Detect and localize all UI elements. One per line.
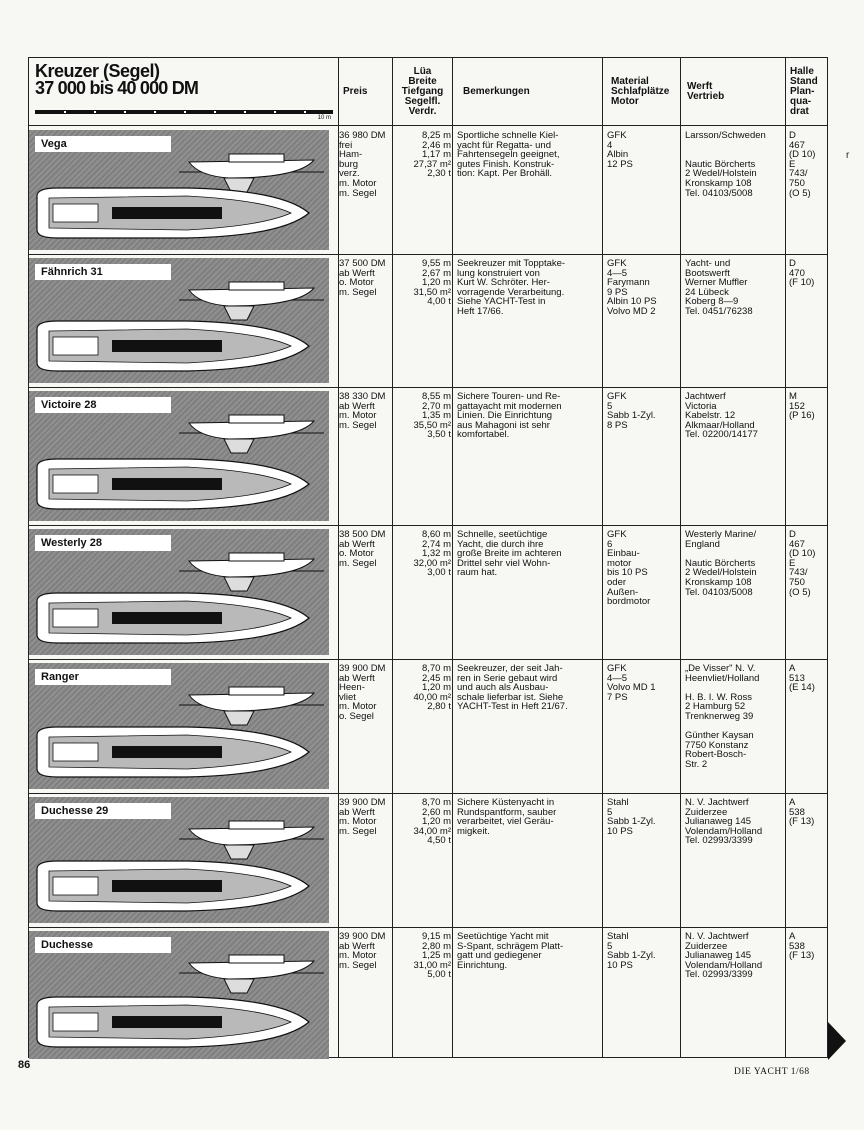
- row-divider: [29, 659, 827, 660]
- boat-illustration: [29, 529, 329, 655]
- boat-side-view: [179, 282, 324, 320]
- boat-row: [29, 927, 827, 1058]
- boat-drawing: [29, 529, 329, 655]
- boat-side-view: [179, 821, 324, 859]
- boat-name: Westerly 28: [35, 535, 171, 551]
- boat-row: [29, 659, 827, 793]
- column-header-material-label: Material Schlafplätze Motor: [611, 75, 670, 107]
- column-header-price: [339, 58, 393, 125]
- column-header-material: [603, 58, 681, 125]
- scale-bar: [35, 110, 333, 121]
- material-cell: Stahl 5 Sabb 1-Zyl. 10 PS: [607, 797, 656, 837]
- remarks-cell: Seekreuzer mit Topptake- lung konstruiert von Kurt W. Schröter. Her- vorragende Verarbeitung. Siehe YACHT-Test in Heft 17/66.: [457, 258, 566, 317]
- material-cell: GFK 4—5 Farymann 9 PS Albin 10 PS Volvo MD 2: [607, 258, 657, 317]
- boat-side-view: [179, 687, 324, 725]
- boat-deck-plan: [37, 188, 309, 238]
- boat-drawing: [29, 391, 329, 521]
- boat-deck-plan: [37, 997, 309, 1047]
- remarks-cell: Sichere Küstenyacht in Rundspantform, sauber verarbeitet, viel Geräu- migkeit.: [457, 797, 557, 837]
- scale-bar-graphic: [35, 110, 333, 114]
- price-range-title: 37 000 bis 40 000 DM: [35, 78, 199, 98]
- table-title: Kreuzer (Segel): [35, 61, 160, 81]
- boat-name: Ranger: [35, 669, 171, 685]
- material-cell: GFK 6 Einbau- motor bis 10 PS oder Außen- bordmotor: [607, 529, 651, 608]
- boat-illustration: [29, 391, 329, 521]
- remarks-cell: Sportliche schnelle Kiel- yacht für Regatta- und Fahrtensegeln geeignet, gutes Finish. Konstruk- tion: Kapt. Per Brohäll.: [457, 130, 560, 180]
- boat-drawing: [29, 130, 329, 250]
- price-cell: 37 500 DM ab Werft o. Motor m. Segel: [339, 258, 386, 298]
- price-cell: 38 330 DM ab Werft m. Motor m. Segel: [339, 391, 386, 431]
- boat-illustration: [29, 797, 329, 923]
- boat-deck-plan: [37, 861, 309, 911]
- boat-name: Victoire 28: [35, 397, 171, 413]
- hall-cell: A 538 (F 13): [789, 931, 815, 962]
- material-cell: GFK 4 Albin 12 PS: [607, 130, 633, 170]
- boat-name: Fähnrich 31: [35, 264, 171, 280]
- column-header-remarks: [453, 58, 603, 125]
- column-header-yard-label: Werft Vertrieb: [687, 80, 725, 102]
- boat-illustration: [29, 130, 329, 250]
- margin-mark: r: [846, 150, 850, 161]
- boat-name: Duchesse 29: [35, 803, 171, 819]
- remarks-cell: Sichere Touren- und Re- gattayacht mit modernen Linien. Die Einrichtung aus Mahagoni ist sehr komfortabel.: [457, 391, 562, 441]
- boat-side-view: [179, 955, 324, 993]
- column-header-hall: [786, 58, 827, 125]
- hall-cell: D 467 (D 10) E 743/ 750 (O 5): [789, 529, 816, 598]
- yard-cell: Jachtwerf Victoria Kabelstr. 12 Alkmaar/Holland Tel. 02200/14177: [685, 391, 758, 441]
- boat-row: [29, 126, 827, 254]
- material-cell: GFK 4—5 Volvo MD 1 7 PS: [607, 663, 656, 703]
- row-divider: [29, 525, 827, 526]
- price-cell: 36 980 DM frei Ham- burg verz. m. Motor m. Segel: [339, 130, 386, 199]
- hall-cell: M 152 (P 16): [789, 391, 815, 422]
- boat-side-view: [179, 154, 324, 192]
- remarks-cell: Seetüchtige Yacht mit S-Spant, schrägem Platt- gatt und gediegener Einrichtung.: [457, 931, 564, 971]
- yard-cell: N. V. Jachtwerf Zuiderzee Julianaweg 145 Volendam/Holland Tel. 02993/3399: [685, 931, 763, 981]
- boat-deck-plan: [37, 727, 309, 777]
- column-header-dimensions: [393, 58, 453, 125]
- boat-deck-plan: [37, 321, 309, 371]
- row-divider: [29, 793, 827, 794]
- material-cell: GFK 5 Sabb 1-Zyl. 8 PS: [607, 391, 656, 431]
- row-divider: [29, 387, 827, 388]
- dimensions-cell: 9,15 m 2,80 m 1,25 m 31,00 m² 5,00 t: [413, 931, 451, 981]
- row-divider: [29, 927, 827, 928]
- yard-cell: Larsson/Schweden Nautic Börcherts 2 Wedel/Holstein Kronskamp 108 Tel. 04103/5008: [685, 130, 766, 199]
- price-cell: 39 900 DM ab Werft m. Motor m. Segel: [339, 931, 386, 971]
- boat-name: Vega: [35, 136, 171, 152]
- price-cell: 39 900 DM ab Werft Heen- vliet m. Motor o. Segel: [339, 663, 386, 722]
- boat-deck-plan: [37, 459, 309, 509]
- remarks-cell: Seekreuzer, der seit Jah- ren in Serie gebaut wird und auch als Ausbau- schale lieferbar ist. Siehe YACHT-Test in Heft 21/67.: [457, 663, 568, 713]
- dimensions-cell: 8,70 m 2,60 m 1,20 m 34,00 m² 4,50 t: [413, 797, 451, 847]
- dimensions-cell: 8,70 m 2,45 m 1,20 m 40,00 m² 2,80 t: [413, 663, 451, 713]
- boat-illustration: [29, 258, 329, 383]
- dimensions-cell: 8,60 m 2,74 m 1,32 m 32,00 m² 3,00 t: [413, 529, 451, 579]
- boat-table: [28, 57, 828, 1058]
- column-header-hall-label: Halle Stand Plan- qua- drat: [790, 65, 818, 117]
- yard-cell: „De Visser" N. V. Heenvliet/Holland H. B. I. W. Ross 2 Hamburg 52 Trenknerweg 39 Günther Kaysan 7750 Konstanz Robert-Bosch- Str. 2: [685, 663, 760, 770]
- boat-drawing: [29, 258, 329, 383]
- column-header-remarks-label: Bemerkungen: [463, 85, 530, 97]
- boat-side-view: [179, 553, 324, 591]
- remarks-cell: Schnelle, seetüchtige Yacht, die durch ihre große Breite im achteren Drittel sehr viel Wohn- raum hat.: [457, 529, 562, 579]
- column-header-yard: [681, 58, 786, 125]
- boat-name: Duchesse: [35, 937, 171, 953]
- boat-row: [29, 254, 827, 387]
- boat-illustration: [29, 663, 329, 789]
- boat-row: [29, 525, 827, 659]
- material-cell: Stahl 5 Sabb 1-Zyl. 10 PS: [607, 931, 656, 971]
- dimensions-cell: 9,55 m 2,67 m 1,20 m 31,50 m² 4,00 t: [413, 258, 451, 308]
- yard-cell: N. V. Jachtwerf Zuiderzee Julianaweg 145 Volendam/Holland Tel. 02993/3399: [685, 797, 763, 847]
- dimensions-cell: 8,25 m 2,46 m 1,17 m 27,37 m² 2,30 t: [413, 130, 451, 180]
- price-cell: 38 500 DM ab Werft o. Motor m. Segel: [339, 529, 386, 569]
- column-header-dimensions-label: Lüa Breite Tiefgang Segelfl. Verdr.: [401, 65, 444, 117]
- boat-row: [29, 793, 827, 927]
- hall-cell: D 470 (F 10): [789, 258, 815, 289]
- scale-bar-label: 10 m: [317, 115, 331, 121]
- hall-cell: A 538 (F 13): [789, 797, 815, 828]
- magazine-footer: DIE YACHT 1/68: [734, 1067, 810, 1077]
- hall-cell: A 513 (E 14): [789, 663, 815, 694]
- dimensions-cell: 8,55 m 2,70 m 1,35 m 35,50 m² 3,50 t: [413, 391, 451, 441]
- row-divider: [29, 254, 827, 255]
- boat-row: [29, 387, 827, 525]
- next-page-arrow-icon: [828, 1022, 846, 1060]
- yard-cell: Westerly Marine/ England Nautic Börcherts 2 Wedel/Holstein Kronskamp 108 Tel. 04103/5008: [685, 529, 757, 598]
- boat-deck-plan: [37, 593, 309, 643]
- table-title-block: [29, 58, 339, 125]
- boat-drawing: [29, 797, 329, 923]
- boat-illustration: [29, 931, 329, 1059]
- column-header-price-label: Preis: [343, 85, 368, 97]
- yard-cell: Yacht- und Bootswerft Werner Muffler 24 Lübeck Koberg 8—9 Tel. 0451/76238: [685, 258, 753, 317]
- price-cell: 39 900 DM ab Werft m. Motor m. Segel: [339, 797, 386, 837]
- page-number: 86: [18, 1059, 31, 1071]
- boat-side-view: [179, 415, 324, 453]
- boat-drawing: [29, 663, 329, 789]
- hall-cell: D 467 (D 10) E 743/ 750 (O 5): [789, 130, 816, 199]
- boat-drawing: [29, 931, 329, 1059]
